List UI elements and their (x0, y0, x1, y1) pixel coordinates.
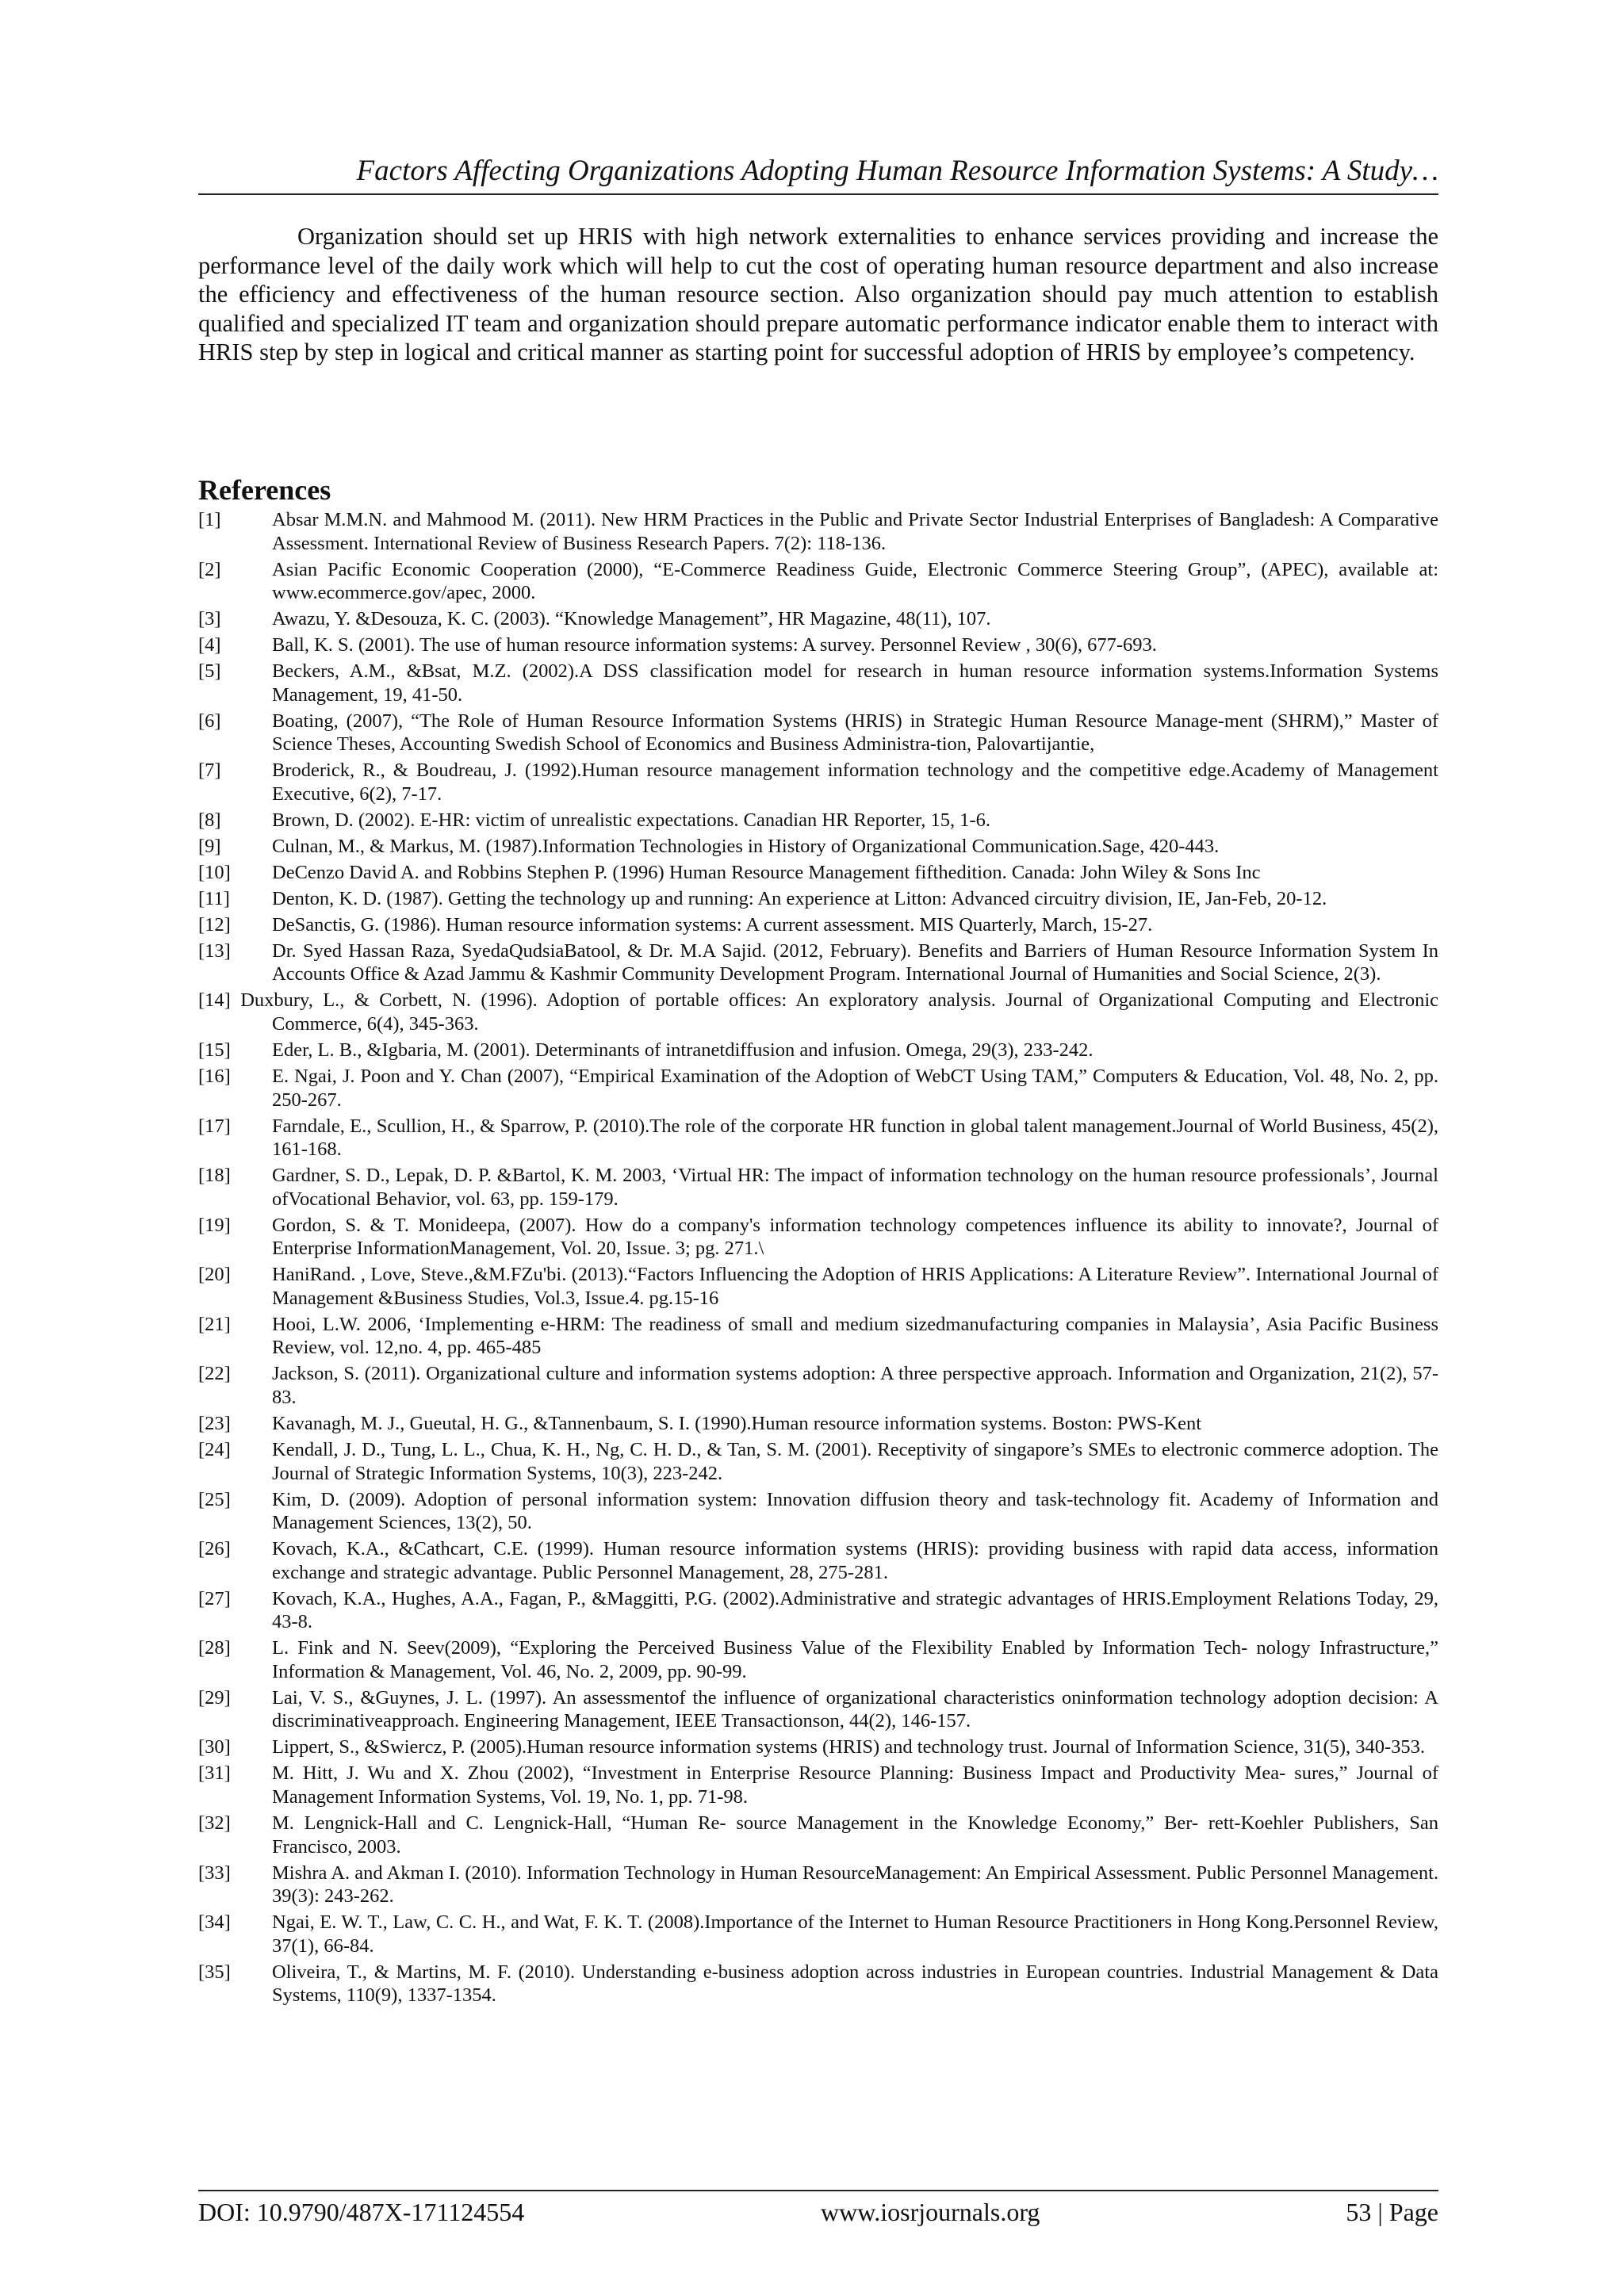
reference-item (198, 1812, 1438, 1858)
reference-item (198, 558, 1438, 605)
footer-site: www.iosrjournals.org (821, 2198, 1040, 2226)
reference-item (198, 1412, 1438, 1436)
reference-number: [21] (198, 1313, 231, 1335)
reference-number: [2] (198, 558, 221, 580)
reference-text: Lai, V. S., &Guynes, J. L. (1997). An assessmentof the influence of organizational characteristics oninformation technology adoption decision: A discriminativeapproach. Engineering Management, IEEE Transactionson, 44(2), 146-157. (272, 1686, 1438, 1732)
reference-item (198, 508, 1438, 555)
reference-item (198, 1762, 1438, 1808)
reference-item (198, 607, 1438, 631)
reference-text (198, 989, 1438, 1035)
reference-item (198, 989, 1438, 1035)
footer-doi: DOI: 10.9790/487X-171124554 (198, 2198, 525, 2226)
reference-item (198, 1911, 1438, 1957)
reference-number: [3] (198, 608, 221, 630)
references-list (198, 508, 1438, 2010)
reference-number: [26] (198, 1538, 231, 1560)
reference-item (198, 809, 1438, 832)
reference-text: Lippert, S., &Swiercz, P. (2005).Human resource information systems (HRIS) and technology trust. Journal of Information Science, 31(5), 340-353. (272, 1736, 1426, 1758)
reference-text: Jackson, S. (2011). Organizational culture and information systems adoption: A three perspective approach. Information and Organization, 21(2), 57-83. (272, 1363, 1438, 1408)
reference-item (198, 939, 1438, 986)
reference-item (198, 887, 1438, 911)
reference-number: [34] (198, 1911, 231, 1934)
reference-number: [24] (198, 1438, 231, 1460)
reference-item (198, 710, 1438, 756)
reference-item (198, 1636, 1438, 1683)
reference-item (198, 861, 1438, 885)
reference-text: Kovach, K.A., Hughes, A.A., Fagan, P., &Maggitti, P.G. (2002).Administrative and strategic advantages of HRIS.Employment Relations Today, 29, 43-8. (272, 1587, 1438, 1633)
reference-number: [22] (198, 1363, 231, 1385)
reference-text: Absar M.M.N. and Mahmood M. (2011). New HRM Practices in the Public and Private Sector Industrial Enterprises of Bangladesh: A Comparative Assessment. International Review of Business Research Papers. 7(2): 118-136. (272, 509, 1438, 554)
footer-page-number: 53 | Page (1346, 2198, 1438, 2226)
page-footer (198, 2196, 1438, 2228)
reference-number: [15] (198, 1039, 231, 1061)
reference-text: M. Hitt, J. Wu and X. Zhou (2002), “Investment in Enterprise Resource Planning: Business Impact and Productivity Mea- sures,” Journal of Management Information Systems, Vol. 19, No. 1, pp. 71-98. (272, 1762, 1438, 1808)
reference-text: Hooi, L.W. 2006, ‘Implementing e-HRM: The readiness of small and medium sizedmanufacturing companies in Malaysia’, Asia Pacific Business Review, vol. 12,no. 4, pp. 465-485 (272, 1313, 1438, 1359)
reference-item (198, 913, 1438, 937)
reference-number: [18] (198, 1165, 231, 1187)
reference-item (198, 1537, 1438, 1584)
reference-item (198, 1039, 1438, 1062)
reference-text: Farndale, E., Scullion, H., & Sparrow, P. (2010).The role of the corporate HR function in global talent management.Journal of World Business, 45(2), 161-168. (272, 1115, 1438, 1161)
reference-item (198, 1362, 1438, 1409)
reference-number: [6] (198, 710, 221, 732)
reference-number: [14] (198, 989, 231, 1012)
reference-item (198, 1164, 1438, 1211)
reference-number: [33] (198, 1862, 231, 1884)
reference-number: [8] (198, 809, 221, 831)
reference-body: Duxbury, L., & Corbett, N. (1996). Adoption of portable offices: An exploratory analysis. Journal of Organizational Computing and Electronic Commerce, 6(4), 345-363. (240, 989, 1438, 1035)
reference-item (198, 1862, 1438, 1908)
reference-text: Dr. Syed Hassan Raza, SyedaQudsiaBatool, & Dr. M.A Sajid. (2012, February). Benefits and Barriers of Human Resource Information System In Accounts Office & Azad Jammu & Kashmir Community Development Program. International Journal of Humanities and Social Science, 2(3). (272, 939, 1438, 985)
reference-text: Eder, L. B., &Igbaria, M. (2001). Determinants of intranetdiffusion and infusion. Omega, 29(3), 233-242. (272, 1039, 1094, 1061)
reference-number: [12] (198, 913, 231, 936)
reference-number: [19] (198, 1214, 231, 1236)
footer-rule (198, 2190, 1438, 2191)
reference-item (198, 660, 1438, 706)
reference-text: Oliveira, T., & Martins, M. F. (2010). Understanding e-business adoption across industries in European countries. Industrial Management & Data Systems, 110(9), 1337-1354. (272, 1961, 1438, 2007)
references-heading: References (198, 474, 331, 506)
reference-number: [16] (198, 1065, 231, 1087)
reference-text: DeCenzo David A. and Robbins Stephen P. (1996) Human Resource Management fifthedition. Canada: John Wiley & Sons Inc (272, 861, 1261, 883)
reference-item (198, 1263, 1438, 1310)
reference-number: [5] (198, 660, 221, 683)
reference-item (198, 1115, 1438, 1161)
reference-item (198, 835, 1438, 859)
reference-number: [32] (198, 1812, 231, 1834)
reference-text: HaniRand. , Love, Steve.,&M.FZu'bi. (2013).“Factors Influencing the Adoption of HRIS Applications: A Literature Review”. International Journal of Management &Business Studies, Vol.3, Issue.4. pg.15-16 (272, 1264, 1438, 1309)
reference-number: [25] (198, 1488, 231, 1510)
reference-number: [7] (198, 760, 221, 782)
reference-number: [1] (198, 509, 221, 530)
reference-item (198, 1313, 1438, 1360)
reference-text: Kovach, K.A., &Cathcart, C.E. (1999). Human resource information systems (HRIS): providing business with rapid data access, information exchange and strategic advantage. Public Personnel Management, 28, 275-281. (272, 1538, 1438, 1583)
reference-text: Ball, K. S. (2001). The use of human resource information systems: A survey. Personnel Review , 30(6), 677-693. (272, 634, 1157, 656)
reference-text: Kendall, J. D., Tung, L. L., Chua, K. H., Ng, C. H. D., & Tan, S. M. (2001). Receptivity of singapore’s SMEs to electronic commerce adoption. The Journal of Strategic Information Systems, 10(3), 223-242. (272, 1438, 1438, 1484)
reference-text: Culnan, M., & Markus, M. (1987).Information Technologies in History of Organizational Communication.Sage, 420-443. (272, 835, 1220, 857)
reference-text: Gordon, S. & T. Monideepa, (2007). How do a company's information technology competences influence its ability to innovate?, Journal of Enterprise InformationManagement, Vol. 20, Issue. 3; pg. 271.\ (272, 1214, 1438, 1260)
reference-number: [23] (198, 1412, 231, 1434)
reference-item (198, 1214, 1438, 1261)
reference-item (198, 1065, 1438, 1112)
reference-text: Awazu, Y. &Desouza, K. C. (2003). “Knowledge Management”, HR Magazine, 48(11), 107. (272, 608, 991, 630)
body-paragraph: Organization should set up HRIS with high network externalities to enhance services providing and increase the performance level of the daily work which will help to cut the cost of operating human resource department and also increase the efficiency and effectiveness of the human resource section. Also organization should pay much attention to establish qualified and specialized IT team and organization should prepare automatic performance indicator enable them to interact with HRIS step by step in logical and critical manner as starting point for successful adoption of HRIS by employee’s competency. (198, 223, 1438, 365)
reference-item (198, 1686, 1438, 1733)
reference-text: Broderick, R., & Boudreau, J. (1992).Human resource management information technology and the competitive edge.Academy of Management Executive, 6(2), 7-17. (272, 760, 1438, 805)
reference-number: [17] (198, 1115, 231, 1137)
reference-item (198, 1735, 1438, 1759)
header-rule (198, 193, 1438, 195)
reference-number: [9] (198, 835, 221, 857)
reference-number: [20] (198, 1264, 231, 1286)
reference-number: [35] (198, 1961, 231, 1983)
reference-text: E. Ngai, J. Poon and Y. Chan (2007), “Empirical Examination of the Adoption of WebCT Using TAM,” Computers & Education, Vol. 48, No. 2, pp. 250-267. (272, 1065, 1438, 1111)
reference-text: Kavanagh, M. J., Gueutal, H. G., &Tannenbaum, S. I. (1990).Human resource information systems. Boston: PWS-Kent (272, 1412, 1202, 1434)
reference-text: L. Fink and N. Seev(2009), “Exploring the Perceived Business Value of the Flexibility Enabled by Information Tech- nology Infrastructure,” Information & Management, Vol. 46, No. 2, 2009, pp. 90-99. (272, 1637, 1438, 1682)
reference-number: [30] (198, 1736, 231, 1758)
reference-text: Beckers, A.M., &Bsat, M.Z. (2002).A DSS classification model for research in human resource information systems.Information Systems Management, 19, 41-50. (272, 660, 1438, 706)
reference-item (198, 633, 1438, 657)
running-title: Factors Affecting Organizations Adopting Human Resource Information Systems: A Study… (356, 155, 1438, 187)
reference-number: [29] (198, 1686, 231, 1709)
reference-text: Brown, D. (2002). E-HR: victim of unrealistic expectations. Canadian HR Reporter, 15, 1-6. (272, 809, 990, 831)
reference-item (198, 1961, 1438, 2007)
reference-number: [28] (198, 1637, 231, 1659)
reference-text: Asian Pacific Economic Cooperation (2000), “E-Commerce Readiness Guide, Electronic Commerce Steering Group”, (APEC), available at: www.ecommerce.gov/apec, 2000. (272, 558, 1438, 604)
reference-number: [13] (198, 939, 231, 962)
reference-number: [31] (198, 1762, 231, 1785)
reference-item (198, 1438, 1438, 1485)
reference-number: [10] (198, 861, 231, 883)
reference-item (198, 1488, 1438, 1535)
reference-text: Ngai, E. W. T., Law, C. C. H., and Wat, F. K. T. (2008).Importance of the Internet to Human Resource Practitioners in Hong Kong.Personnel Review, 37(1), 66-84. (272, 1911, 1438, 1957)
reference-text: Kim, D. (2009). Adoption of personal information system: Innovation diffusion theory and task-technology fit. Academy of Information and Management Sciences, 13(2), 50. (272, 1488, 1438, 1534)
reference-item (198, 759, 1438, 806)
reference-number: [4] (198, 634, 221, 656)
reference-text: Mishra A. and Akman I. (2010). Information Technology in Human ResourceManagement: An Empirical Assessment. Public Personnel Management. 39(3): 243-262. (272, 1862, 1438, 1908)
reference-text: M. Lengnick-Hall and C. Lengnick-Hall, “Human Re- source Management in the Knowledge Economy,” Ber- rett-Koehler Publishers, San Francisco, 2003. (272, 1812, 1438, 1858)
reference-text: Boating, (2007), “The Role of Human Resource Information Systems (HRIS) in Strategic Human Resource Manage-ment (SHRM),” Master of Science Theses, Accounting Swedish School of Economics and Business Administra-tion, Palovartijantie, (272, 710, 1438, 756)
reference-text: Gardner, S. D., Lepak, D. P. &Bartol, K. M. 2003, ‘Virtual HR: The impact of information technology on the human resource professionals’, Journal ofVocational Behavior, vol. 63, pp. 159-179. (272, 1165, 1438, 1210)
reference-number: [27] (198, 1587, 231, 1609)
reference-text: Denton, K. D. (1987). Getting the technology up and running: An experience at Litton: Advanced circuitry division, IE, Jan-Feb, 20-12. (272, 887, 1327, 909)
reference-item (198, 1587, 1438, 1634)
reference-text: DeSanctis, G. (1986). Human resource information systems: A current assessment. MIS Quarterly, March, 15-27. (272, 913, 1153, 936)
reference-number: [11] (198, 887, 230, 909)
